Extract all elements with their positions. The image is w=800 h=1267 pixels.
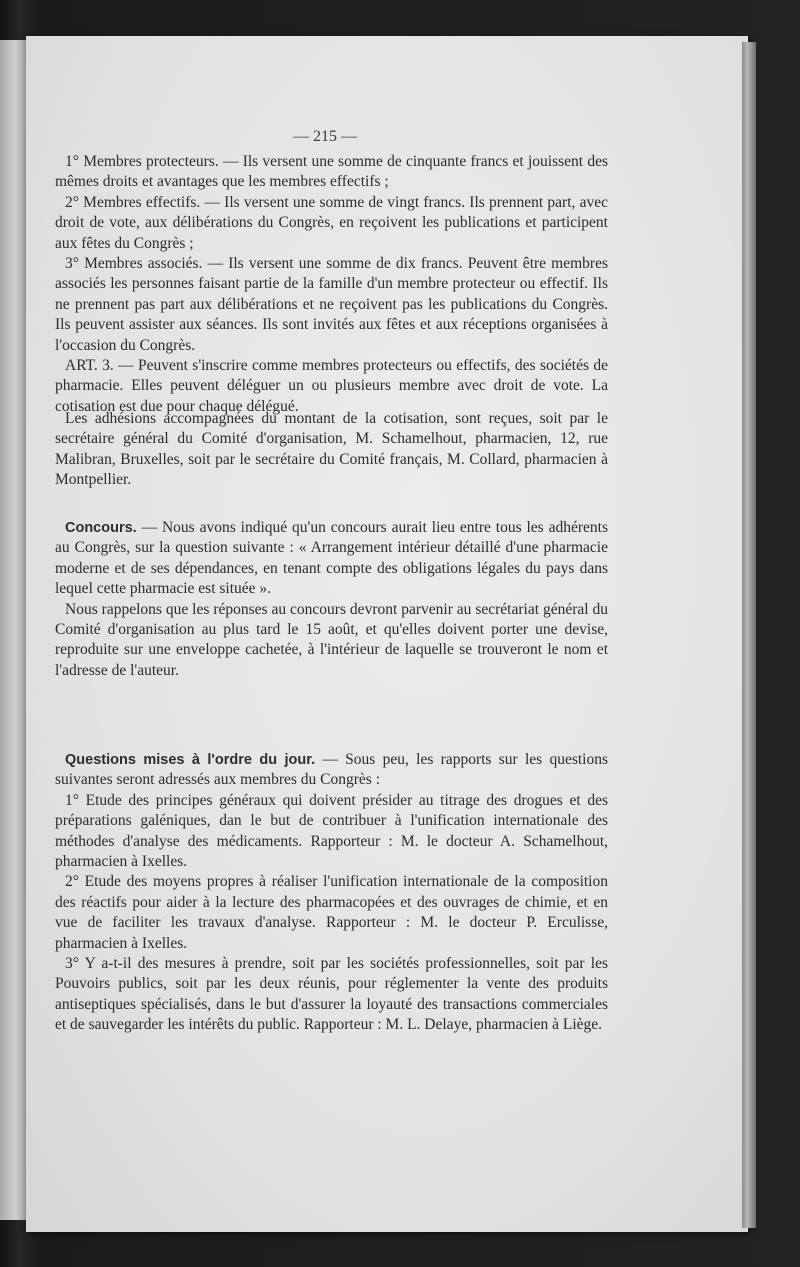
concours-text-2: Nous rappelons que les réponses au concours devront parvenir au secrétariat général du Comité d'organisation au plus tard le 15 août, et qu'elles doivent porter une devise, reproduite sur une enveloppe cachetée, à l'intérieur de laquelle se trouveront le nom et l'adresse de l'auteur. [55,600,608,679]
article-associes: 3° Membres associés. — Ils versent une somme de dix francs. Peuvent être membres associés les personnes faisant partie de la famille d'un membre protecteur ou effectif. Ils ne prennent pas part aux délibérations et ne reçoivent pas les publications du Congrès. Ils peuvent assister aux séances. Ils sont invités aux fêtes et aux réceptions organisées à l'occasion du Congrès. [55,255,608,354]
concours-heading: Concours. [65,520,137,536]
questions-heading: Questions mises à l'ordre du jour. [65,752,316,768]
concours-paragraph [55,518,608,600]
membership-articles [55,152,608,417]
question-item-3: 3° Y a-t-il des mesures à prendre, soit par les sociétés professionnelles, soit par les Pouvoirs publics, soit par les deux réunis, pour réglementer la vente des produits antiseptiques spécialisés, dans le but d'assurer la loyauté des transactions commerciales et de sauvegarder les intérêts du public. Rapporteur : M. L. Delaye, pharmacien à Liège. [55,955,608,1034]
adhesions-text: Les adhésions accompagnées du montant de la cotisation, sont reçues, soit par le secrétaire général du Comité d'organisation, M. Schamelhout, pharmacien, 12, rue Malibran, Bruxelles, soit par le secrétaire du Comité français, M. Collard, pharmacien à Montpellier. [55,410,608,489]
page-number: — 215 — [293,128,357,145]
concours-text-1: — Nous avons indiqué qu'un concours aurait lieu entre tous les adhérents au Congrès, sur la question suivante : « Arrangement intérieur détaillé d'une pharmacie moderne et de ses dépendances, en tenant compte des obligations légales du pays dans lequel cette pharmacie est située ». [55,519,608,598]
article-3: ART. 3. — Peuvent s'inscrire comme membres protecteurs ou effectifs, des sociétés de pharmacie. Elles peuvent déléguer un ou plusieurs membre avec droit de vote. La cotisation est due pour chaque délégué. [55,357,608,415]
question-item-2: 2° Etude des moyens propres à réaliser l'unification internationale de la composition des réactifs pour aider à la lecture des pharmacopées et des ouvrages de chimie, et en vue de faciliter les travaux d'analyse. Rapporteur : M. le docteur P. Erculisse, pharmacien à Ixelles. [55,873,608,952]
questions-intro: — Sous peu, les rapports sur les questions suivantes seront adressés aux membres du Congrès : [55,751,608,789]
adhesions-paragraph [55,409,608,491]
questions-section [55,750,608,1036]
page-stack-edge [742,42,756,1228]
previous-page-edge [0,40,28,1220]
article-protecteurs: 1° Membres protecteurs. — Ils versent une somme de cinquante francs et jouissent des mêmes droits et avantages que les membres effectifs ; [55,153,608,191]
concours-section [55,518,608,681]
article-effectifs: 2° Membres effectifs. — Ils versent une somme de vingt francs. Ils prennent part, avec droit de vote, aux délibérations du Congrès, en reçoivent les publications et participent aux fêtes du Congrès ; [55,193,608,252]
questions-intro-paragraph [55,750,608,791]
question-item-1: 1° Etude des principes généraux qui doivent présider au titrage des drogues et des préparations galéniques, dan le but de contribuer à l'unification internationale des méthodes d'analyse des médicaments. Rapporteur : M. le docteur A. Schamelhout, pharmacien à Ixelles. [55,791,608,871]
